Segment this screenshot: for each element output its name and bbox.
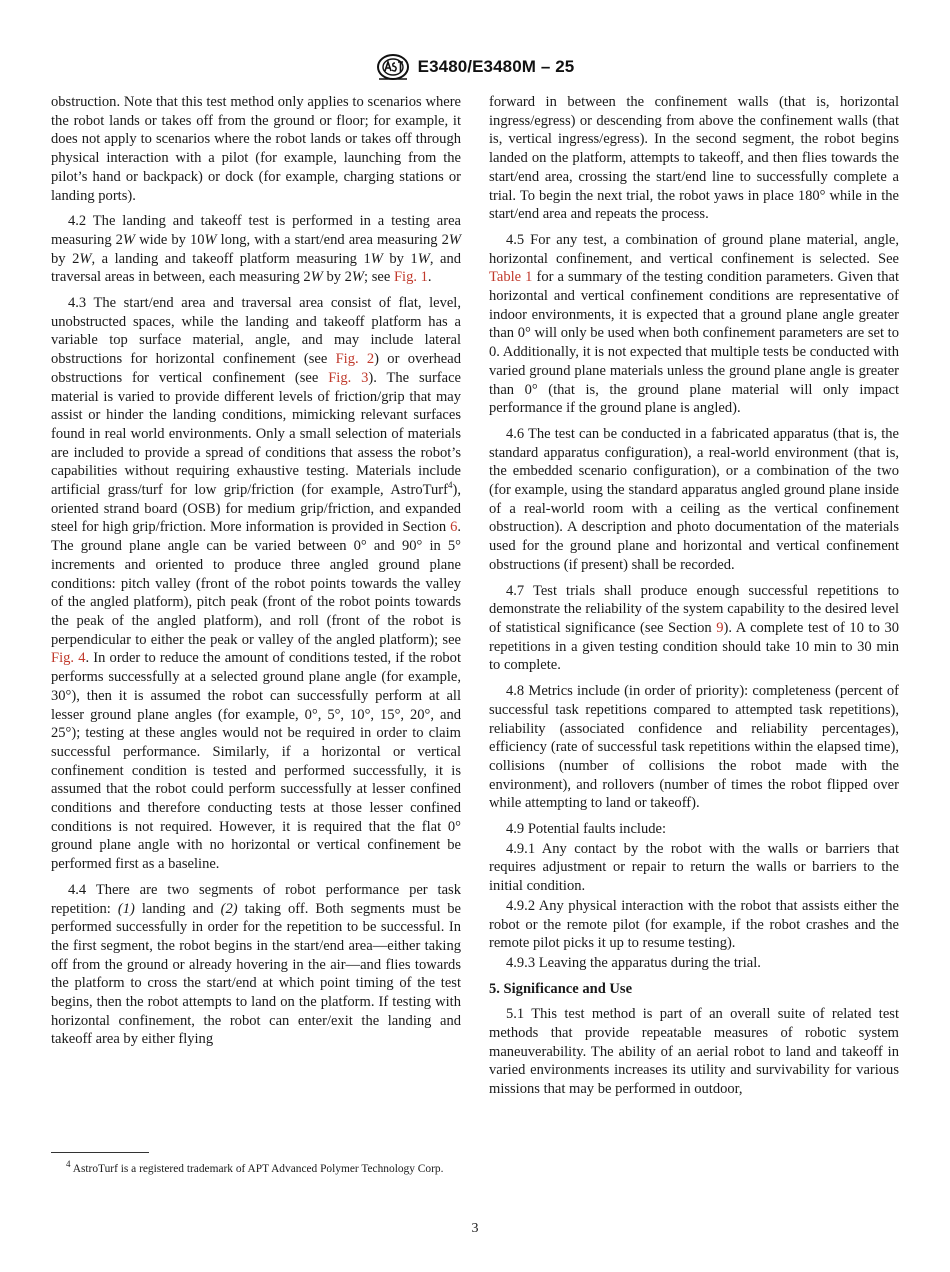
- paragraph-4-9-3: 4.9.3 Leaving the apparatus during the trial.: [506, 954, 761, 971]
- table-1-link[interactable]: Table 1: [489, 269, 533, 286]
- standard-code: E3480/E3480M – 25: [417, 57, 575, 76]
- paragraph-4-8: 4.8 Metrics include (in order of priority): completeness (percent of successful task repetitions compared to attempted task repetitions), reliability (associated confidence and reliability percentages), efficiency (rate of successful task repetitions within the elapsed time), collisions (number of collisions the robot made with the environment), and rollovers (number of times the robot flipped over while attempting to land or takeoff).: [489, 683, 899, 812]
- fig-2-link[interactable]: Fig. 2: [335, 351, 375, 368]
- astm-logo-icon: [376, 52, 410, 82]
- right-column: [489, 93, 899, 1106]
- paragraph-4-7: 4.7 Test trials shall produce enough successful repetitions to demonstrate the reliability of the system capability to the desired level of statistical significance (see Section 9). A complete test of 10 to 30 repetitions in a given testing condition should take 10 min to 30 min to complete.: [489, 582, 899, 674]
- paragraph-4-9-2: 4.9.2 Any physical interaction with the robot that assists either the robot or the remote pilot (for example, if the robot crashes and the remote pilot picks it up to resume testing).: [489, 897, 899, 952]
- paragraph-4-5: 4.5 For any test, a combination of ground plane material, angle, horizontal confinement, and vertical confinement is selected. See Table 1 for a summary of the testing condition parameters. Given that horizontal and vertical confinement conditions are representative of indoor environments, it is expected that a ground plane angle greater than 0° will only be used when both confinement parameters are set to 0. Additionally, it is not expected that multiple tests be conducted with varied ground plane materials unless the ground plane angle is greater than 0° (that is, the ground plane material will only impact performance if the ground plane is angled).: [489, 231, 900, 417]
- page-header: [0, 52, 950, 87]
- paragraph-4-3: 4.3 The start/end area and traversal area consist of flat, level, unobstructed spaces, while the landing and takeoff platform has a variable top surface material, angle, and may include lateral obstructions for horizontal confinement (see Fig. 2) or overhead obstructions for vertical confinement (see Fig. 3). The surface material is varied to provide different levels of friction/grip that may assist or hinder the landing conditions, mimicking relevant surfaces found in real world environments. Only a small selection of materials are included to provide a spread of conditions that assess the robot’s capabilities without requiring exhaustive testing. Materials include artificial grass/turf for low grip/friction (for example, AstroTurf$^4$), oriented strand board (OSB) for medium grip/friction, and expanded steel for high grip/friction. More information is provided in Section 6. The ground plane angle can be varied between 0° and 90° in 5° increments and oriented to produce three angled ground plane conditions: pitch valley (front of the robot points towards the valley of the angled platform), pitch peak (front of the robot points towards the peak of the angled platform), and roll (front of the robot is perpendicular to either the peak or valley of the angled platform); see Fig. 4. In order to reduce the amount of conditions tested, if the robot performs successfully at a selected ground plane angle (for example, 30°), then it is assumed the robot can successfully perform at all lesser ground plane angles (for example, 0°, 5°, 10°, 15°, 20°, and 25°); testing at these angles would not be required in order to claim successful performance. Similarly, if a horizontal or vertical confinement condition is tested and performed successfully, it is assumed that the robot could perform successfully at lesser confined conditions and therefore conducting tests at those lesser confined conditions is not required. However, it is required that the flat 0° ground plane angle with no horizontal or vertical confinement be performed first as a baseline.: [51, 295, 462, 873]
- left-column: [51, 93, 461, 1056]
- paragraph-4-4-continued: forward in between the confinement walls (that is, horizontal ingress/egress) or descending from above the confinement walls (that is, vertical ingress/egress). In the second segment, the robot begins landed on the platform, attempts to takeoff, and then flies towards the start/end area, crossing the start/end line to successfully complete a trial. To begin the next trial, the robot yaws in place 180° while in the start/end area and repeats the process.: [489, 94, 899, 223]
- paragraph-5-1: 5.1 This test method is part of an overall suite of related test methods that provide repeatable measures of robotic system maneuverability. The ability of an aerial robot to land and takeoff in varied environments increases its utility and survivability for various missions that may be performed in outdoor,: [489, 1006, 899, 1098]
- paragraph-4-6: 4.6 The test can be conducted in a fabricated apparatus (that is, the standard apparatus configuration), a real-world environment (that is, the embedded scenario configuration), or a combination of the two (for example, using the standard apparatus angled ground plane inside of a real-world room with a ceiling as the vertical confinement obstruction). A description and photo documentation of the materials used for the ground plane and horizontal and vertical confinement obstructions (if present) shall be recorded.: [489, 425, 899, 573]
- paragraph-4-4: 4.4 There are two segments of robot performance per task repetition: (1) landing and (2) taking off. Both segments must be performed successfully in order for the repetition to be successful. In the first segment, the robot begins in the start/end area—either taking off from the ground or already hovering in the air—and flies towards the platform to cross the start/end at which point timing of the test begins, then the robot attempts to land on the platform. If testing with horizontal confinement, the robot can enter/exit the landing and takeoff area by either flying: [51, 881, 461, 1048]
- paragraph-4-2: 4.2 The landing and takeoff test is performed in a testing area measuring 2W wide by 10W long, with a start/end area measuring 2W by 2W, a landing and takeoff platform measuring 1W by 1W, and traversal areas in between, each measuring 2W by 2W; see Fig. 1.: [51, 213, 461, 286]
- footnote-ref-4[interactable]: 4: [448, 480, 453, 491]
- fig-4-link[interactable]: Fig. 4: [51, 650, 86, 667]
- fig-1-link[interactable]: Fig. 1: [393, 269, 428, 286]
- paragraph-4-9-1: 4.9.1 Any contact by the robot with the walls or barriers that requires adjustment or repair to return the walls or barriers to the initial condition.: [489, 840, 899, 895]
- section-9-link[interactable]: 9: [716, 619, 724, 636]
- paragraph-4-9: 4.9 Potential faults include:: [506, 821, 666, 838]
- fig-3-link[interactable]: Fig. 3: [328, 369, 369, 386]
- section-5-heading: 5. Significance and Use: [489, 980, 633, 997]
- page-number: 3: [471, 1221, 479, 1236]
- paragraph-4-1-continued: obstruction. Note that this test method only applies to scenarios where the robot lands or takes off from the ground or floor; for example, it does not apply to scenarios where the robot lands or takes off through physical interaction with a pilot (for example, launching from the pilot’s hand or backpack) or dock (for example, charging stations or landing ports).: [51, 94, 461, 204]
- section-6-link[interactable]: 6: [450, 519, 458, 536]
- footnote-divider: [51, 1152, 149, 1153]
- footnote-4: $^4$ AstroTurf is a registered trademark of APT Advanced Polymer Technology Corp.: [66, 1159, 444, 1175]
